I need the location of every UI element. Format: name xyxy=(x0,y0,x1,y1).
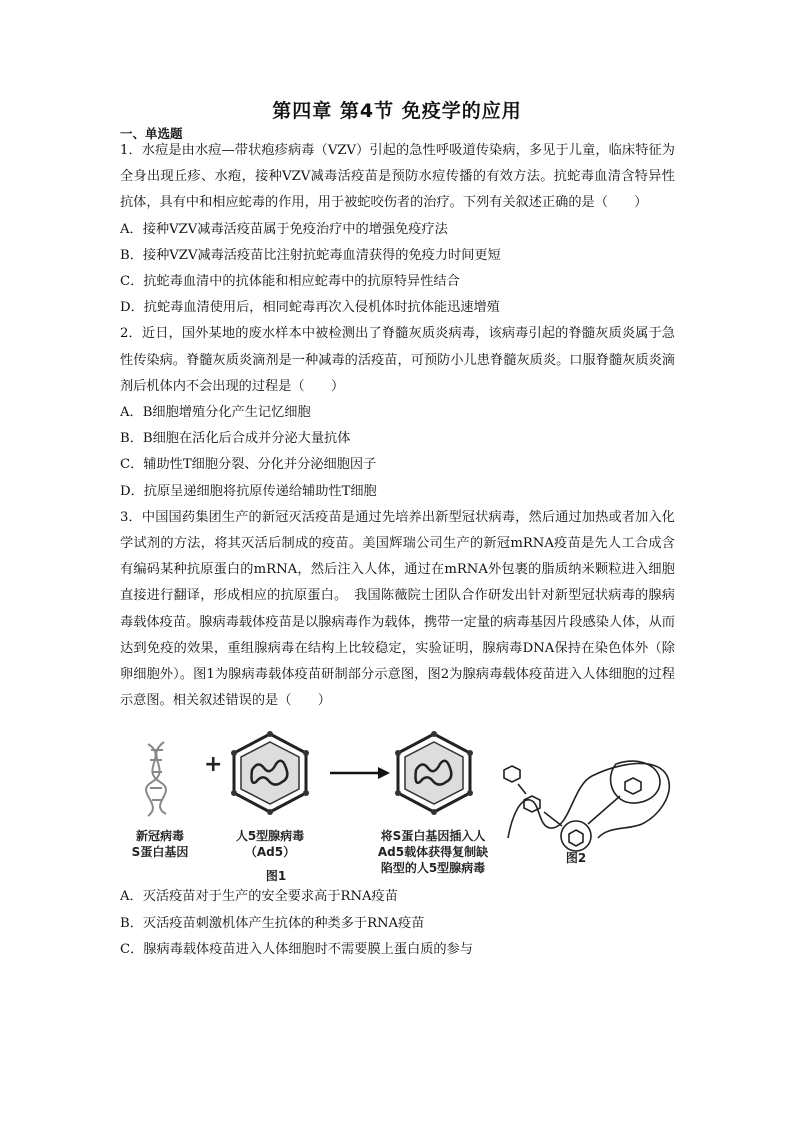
question-3-option-b: B．灭活疫苗刺激机体产生抗体的种类多于RNA疫苗 xyxy=(120,915,425,931)
question-2-option-a: A．B细胞增殖分化产生记忆细胞 xyxy=(120,405,311,421)
dna-helix-icon xyxy=(146,742,166,816)
figure-1-caption: 图1 xyxy=(265,869,287,884)
question-2-option-b: B．B细胞在活化后合成并分泌大量抗体 xyxy=(120,431,351,447)
question-3-option-a: A．灭活疫苗对于生产的安全要求高于RNA疫苗 xyxy=(120,889,398,905)
page-title: 第四章 第4节 免疫学的应用 xyxy=(272,100,522,122)
vaccine-figure xyxy=(120,726,675,884)
question-1-option-a: A．接种VZV减毒活疫苗属于免疫治疗中的增强免疫疗法 xyxy=(120,221,448,237)
label-s-protein-gene: 新冠病毒 S蛋白基因 xyxy=(131,829,189,860)
recombinant-adenovirus-icon xyxy=(395,731,473,815)
question-1-option-c: C．抗蛇毒血清中的抗体能和相应蛇毒中的抗原特异性结合 xyxy=(120,274,460,290)
adenovirus-icon xyxy=(231,731,309,815)
question-1-option-b: B．接种VZV减毒活疫苗比注射抗蛇毒血清获得的免疫力时间更短 xyxy=(120,247,501,263)
label-ad5: 人5型腺病毒 （Ad5） xyxy=(235,829,305,860)
figure-2-caption: 图2 xyxy=(565,851,587,866)
cell-entry-diagram xyxy=(504,762,669,852)
plus-sign: + xyxy=(204,752,223,778)
question-list xyxy=(120,138,675,963)
question-3-option-c: C．腺病毒载体疫苗进入人体细胞时不需要膜上蛋白质的参与 xyxy=(120,941,473,957)
question-1-stem: 1．水痘是由水痘—带状疱疹病毒（VZV）引起的急性呼吸道传染病，多见于儿童，临床特征为全身出现丘疹、水疱，接种VZV减毒活疫苗是预防水痘传播的有效方法。抗蛇毒血清含特异性抗体，具有中和相应蛇毒的作用，用于被蛇咬伤者的治疗。下列有关叙述正确的是（ ） xyxy=(120,143,675,211)
label-recombinant-ad5: 将S蛋白基因插入人 Ad5载体获得复制缺 陷型的人5型腺病毒 xyxy=(377,829,489,876)
question-2-stem: 2．近日，国外某地的废水样本中被检测出了脊髓灰质炎病毒，该病毒引起的脊髓灰质炎属于急性传染病。脊髓灰质炎滴剂是一种减毒的活疫苗，可预防小儿患脊髓灰质炎。口服脊髓灰质炎滴剂后机体内不会出现的过程是（ ） xyxy=(120,326,675,394)
question-2-option-d: D．抗原呈递细胞将抗原传递给辅助性T细胞 xyxy=(120,483,377,499)
question-2-option-c: C．辅助性T细胞分裂、分化并分泌细胞因子 xyxy=(120,457,377,473)
question-1-option-d: D．抗蛇毒血清使用后，相同蛇毒再次入侵机体时抗体能迅速增殖 xyxy=(120,300,500,316)
question-3-stem: 3．中国国药集团生产的新冠灭活疫苗是通过先培养出新型冠状病毒，然后通过加热或者加入化学试剂的方法，将其灭活后制成的疫苗。美国辉瑞公司生产的新冠mRNA疫苗是先人工合成含有编码某种抗原蛋白的mRNA，然后注入人体，通过在mRNA外包裹的脂质纳米颗粒进入细胞直接进行翻译，形成相应的抗原蛋白。 我国陈薇院士团队合作研发出针对新型冠状病毒的腺病毒载体疫苗。腺病毒载体疫苗是以腺病毒作为载体，携带一定量的病毒基因片段感染人体，从而达到免疫的效果，重组腺病毒在结构上比较稳定，实验证明，腺病毒DNA保持在染色体外（除卵细胞外）。图1为腺病毒载体疫苗研制部分示意图，图2为腺病毒载体疫苗进入人体细胞的过程示意图。相关叙述错误的是（ ） xyxy=(120,509,675,709)
process-arrow-icon xyxy=(330,767,390,779)
section-heading: 一、单选题 xyxy=(120,126,183,141)
